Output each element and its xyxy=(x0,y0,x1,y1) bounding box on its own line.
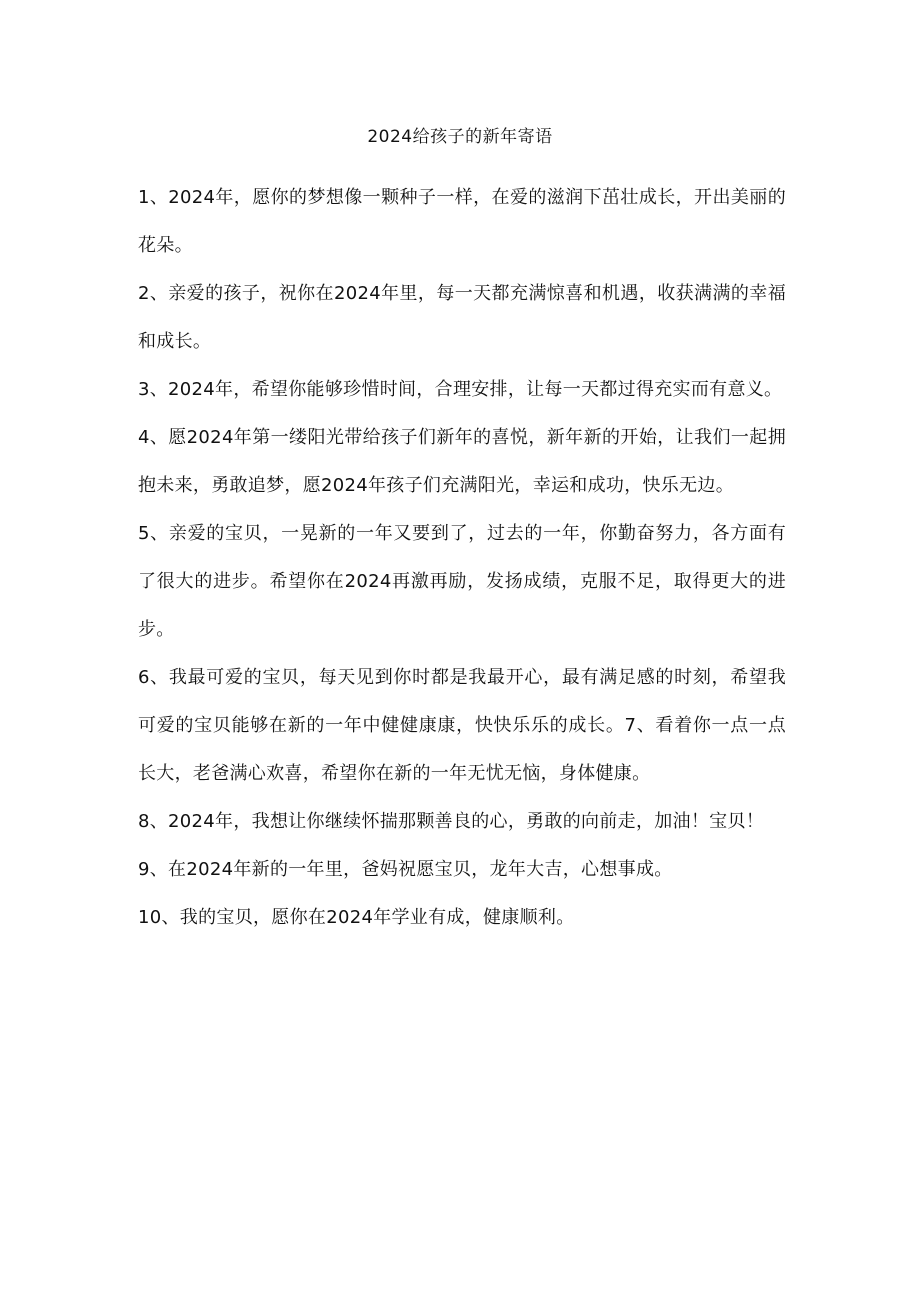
paragraph-6: 6、我最可爱的宝贝，每天见到你时都是我最开心，最有满足感的时刻，希望我可爱的宝贝能够在新的一年中健健康康，快快乐乐的成长。7、看着你一点一点长大，老爸满心欢喜，希望你在新的一年无忧无恼，身体健康。 xyxy=(138,667,786,784)
paragraph-8: 8、2024年，我想让你继续怀揣那颗善良的心，勇敢的向前走，加油！宝贝！ xyxy=(138,811,765,832)
paragraph-10: 10、我的宝贝，愿你在2024年学业有成，健康顺利。 xyxy=(138,907,575,928)
paragraph-1: 1、2024年，愿你的梦想像一颗种子一样，在爱的滋润下茁壮成长，开出美丽的花朵。 xyxy=(138,187,786,256)
paragraph-2: 2、亲爱的孩子，祝你在2024年里，每一天都充满惊喜和机遇，收获满满的幸福和成长。 xyxy=(138,283,786,352)
document-body xyxy=(138,174,786,942)
page-title: 2024给孩子的新年寄语 xyxy=(367,127,553,147)
paragraph-9: 9、在2024年新的一年里，爸妈祝愿宝贝，龙年大吉，心想事成。 xyxy=(138,859,673,880)
paragraph-3: 3、2024年，希望你能够珍惜时间，合理安排，让每一天都过得充实而有意义。 xyxy=(138,379,783,400)
paragraph-4: 4、愿2024年第一缕阳光带给孩子们新年的喜悦，新年新的开始，让我们一起拥抱未来，勇敢追梦，愿2024年孩子们充满阳光，幸运和成功，快乐无边。 xyxy=(138,427,786,496)
paragraph-5: 5、亲爱的宝贝，一晃新的一年又要到了，过去的一年，你勤奋努力，各方面有了很大的进步。希望你在2024再激再励，发扬成绩，克服不足，取得更大的进步。 xyxy=(138,523,786,640)
